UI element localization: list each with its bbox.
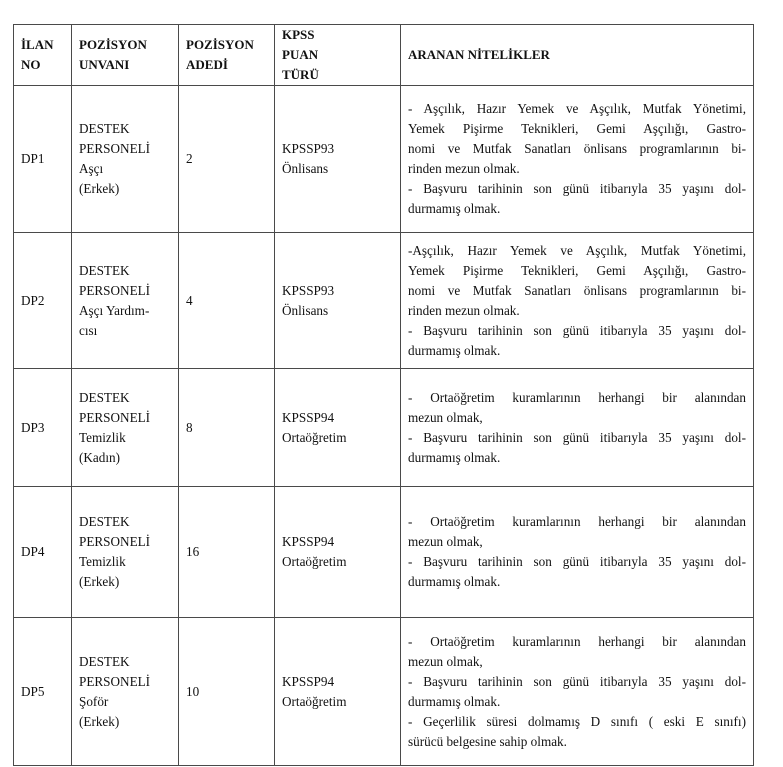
pozisyon-unvani-line: PERSONELİ xyxy=(79,282,151,298)
pozisyon-adedi-text: 2 xyxy=(186,151,193,166)
pozisyon-adedi-cell xyxy=(179,487,275,618)
ilan-no-cell xyxy=(14,618,72,766)
ilan-no-text: DP2 xyxy=(21,292,45,308)
header-aranan-nitelikler xyxy=(401,25,754,86)
header-pozisyon-unvani-line: UNVANI xyxy=(79,57,130,72)
header-pozisyon-unvani-line: POZİSYON xyxy=(79,37,147,52)
nitelik-line: - Başvuru tarihinin son günü itibarıyla 35 yaşını dol- xyxy=(408,554,746,569)
nitelik-line: - Ortaöğretim kuramlarının herhangi bir alanından xyxy=(408,389,746,405)
nitelik-line: Yemek Pişirme Teknikleri, Gemi Aşçılığı, Gastro- xyxy=(408,262,746,278)
pozisyon-unvani-line: DESTEK xyxy=(79,514,130,529)
pozisyon-adedi-cell xyxy=(179,233,275,369)
ilan-no-text: DP5 xyxy=(21,683,45,699)
kpss-puan-turu-line: KPSSP93 xyxy=(282,282,335,298)
table-row xyxy=(14,487,754,618)
nitelik-line: - Başvuru tarihinin son günü itibarıyla 35 yaşını dol- xyxy=(408,673,746,689)
kpss-puan-turu-line: Önlisans xyxy=(282,161,329,176)
ilan-no-cell xyxy=(14,233,72,369)
nitelik-line: Yemek Pişirme Teknikleri, Gemi Aşçılığı, Gastro- xyxy=(408,121,746,136)
nitelik-line: rinden mezun olmak. xyxy=(408,161,520,176)
nitelik-line: - Başvuru tarihinin son günü itibarıyla 35 yaşını dol- xyxy=(408,429,746,445)
table-row xyxy=(14,618,754,766)
ilan-no-text: DP4 xyxy=(21,544,45,559)
pozisyon-unvani-line: Şoför xyxy=(79,693,109,709)
pozisyon-unvani-line: Temizlik xyxy=(79,429,126,445)
pozisyon-adedi-cell xyxy=(179,369,275,487)
kpss-puan-turu-line: Ortaöğretim xyxy=(282,429,347,445)
nitelik-line: durmamış olmak. xyxy=(408,201,501,216)
kpss-puan-turu-line: Ortaöğretim xyxy=(282,554,347,569)
aranan-nitelikler-cell xyxy=(401,369,754,487)
pozisyon-adedi-text: 10 xyxy=(186,683,200,699)
pozisyon-adedi-cell xyxy=(179,86,275,233)
kpss-puan-turu-line: KPSSP94 xyxy=(282,534,335,549)
kpss-puan-turu-line: KPSSP94 xyxy=(282,673,335,689)
nitelik-line: nomi ve Mutfak Sanatları önlisans programlarının bi- xyxy=(408,282,746,298)
nitelik-line: - Başvuru tarihinin son günü itibarıyla 35 yaşını dol- xyxy=(408,322,746,338)
nitelik-line: - Aşçılık, Hazır Yemek ve Aşçılık, Mutfak Yönetimi, xyxy=(408,101,746,116)
pozisyon-unvani-line: DESTEK xyxy=(79,121,130,136)
pozisyon-unvani-line: PERSONELİ xyxy=(79,673,151,689)
aranan-nitelikler-cell xyxy=(401,618,754,766)
nitelik-line: durmamış olmak. xyxy=(408,449,501,465)
nitelik-line: mezun olmak, xyxy=(408,409,483,425)
header-pozisyon-adedi xyxy=(179,25,275,86)
nitelik-line: mezun olmak, xyxy=(408,653,483,669)
nitelik-line: durmamış olmak. xyxy=(408,342,501,358)
ilan-no-cell xyxy=(14,487,72,618)
pozisyon-unvani-line: (Erkek) xyxy=(79,713,120,729)
aranan-nitelikler-cell xyxy=(401,233,754,369)
ilan-no-cell xyxy=(14,369,72,487)
header-aranan-nitelikler-text: ARANAN NİTELİKLER xyxy=(408,47,550,62)
pozisyon-unvani-cell xyxy=(72,369,179,487)
pozisyon-unvani-line: PERSONELİ xyxy=(79,534,151,549)
kpss-puan-turu-line: KPSSP93 xyxy=(282,141,335,156)
pozisyon-unvani-line: Aşçı xyxy=(79,161,104,176)
nitelik-line: - Ortaöğretim kuramlarının herhangi bir alanından xyxy=(408,633,746,649)
aranan-nitelikler-cell xyxy=(401,86,754,233)
nitelik-line: nomi ve Mutfak Sanatları önlisans programlarının bi- xyxy=(408,141,746,156)
kpss-puan-turu-cell xyxy=(275,618,401,766)
pozisyon-unvani-line: cısı xyxy=(79,322,98,338)
nitelik-line: - Ortaöğretim kuramlarının herhangi bir alanından xyxy=(408,514,746,529)
nitelik-line: mezun olmak, xyxy=(408,534,483,549)
nitelik-line: durmamış olmak. xyxy=(408,574,501,589)
pozisyon-adedi-text: 4 xyxy=(186,292,193,308)
header-kpss-line: TÜRÜ xyxy=(282,67,319,82)
nitelik-line: durmamış olmak. xyxy=(408,693,501,709)
header-pozisyon-unvani xyxy=(72,25,179,86)
kpss-puan-turu-cell xyxy=(275,233,401,369)
nitelik-line: sürücü belgesine sahip olmak. xyxy=(408,733,567,749)
pozisyon-unvani-line: (Erkek) xyxy=(79,181,120,196)
pozisyon-unvani-line: DESTEK xyxy=(79,653,130,669)
aranan-nitelikler-cell xyxy=(401,487,754,618)
pozisyon-unvani-cell xyxy=(72,233,179,369)
nitelik-line: -Aşçılık, Hazır Yemek ve Aşçılık, Mutfak Yönetimi, xyxy=(408,242,746,258)
header-ilan-no-line: NO xyxy=(21,57,41,72)
pozisyon-unvani-line: DESTEK xyxy=(79,389,130,405)
pozisyon-unvani-cell xyxy=(72,618,179,766)
pozisyon-adedi-text: 8 xyxy=(186,419,193,435)
pozisyon-unvani-line: PERSONELİ xyxy=(79,409,151,425)
job-postings-table xyxy=(13,24,754,766)
kpss-puan-turu-line: Önlisans xyxy=(282,302,329,318)
pozisyon-unvani-line: Temizlik xyxy=(79,554,126,569)
kpss-puan-turu-cell xyxy=(275,369,401,487)
pozisyon-unvani-line: (Erkek) xyxy=(79,574,120,589)
table-row xyxy=(14,369,754,487)
ilan-no-text: DP3 xyxy=(21,419,45,435)
ilan-no-text: DP1 xyxy=(21,151,45,166)
pozisyon-unvani-line: Aşçı Yardım- xyxy=(79,302,150,318)
pozisyon-unvani-line: (Kadın) xyxy=(79,449,121,465)
table-header-row xyxy=(14,25,754,86)
header-ilan-no xyxy=(14,25,72,86)
header-kpss-line: PUAN xyxy=(282,47,319,62)
header-pozisyon-adedi-line: ADEDİ xyxy=(186,57,228,72)
header-ilan-no-line: İLAN xyxy=(21,37,54,52)
table-row xyxy=(14,86,754,233)
kpss-puan-turu-cell xyxy=(275,487,401,618)
nitelik-line: - Geçerlilik süresi dolmamış D sınıfı ( eski E sınıfı) xyxy=(408,713,746,729)
kpss-puan-turu-line: KPSSP94 xyxy=(282,409,335,425)
header-kpss-puan-turu xyxy=(275,25,401,86)
pozisyon-unvani-line: DESTEK xyxy=(79,262,130,278)
pozisyon-adedi-text: 16 xyxy=(186,544,200,559)
pozisyon-unvani-cell xyxy=(72,487,179,618)
pozisyon-adedi-cell xyxy=(179,618,275,766)
table-body xyxy=(14,86,754,766)
kpss-puan-turu-cell xyxy=(275,86,401,233)
ilan-no-cell xyxy=(14,86,72,233)
pozisyon-unvani-cell xyxy=(72,86,179,233)
table-row xyxy=(14,233,754,369)
nitelik-line: rinden mezun olmak. xyxy=(408,302,520,318)
nitelik-line: - Başvuru tarihinin son günü itibarıyla 35 yaşını dol- xyxy=(408,181,746,196)
header-pozisyon-adedi-line: POZİSYON xyxy=(186,37,254,52)
pozisyon-unvani-line: PERSONELİ xyxy=(79,141,151,156)
kpss-puan-turu-line: Ortaöğretim xyxy=(282,693,347,709)
header-kpss-line: KPSS xyxy=(282,27,315,42)
